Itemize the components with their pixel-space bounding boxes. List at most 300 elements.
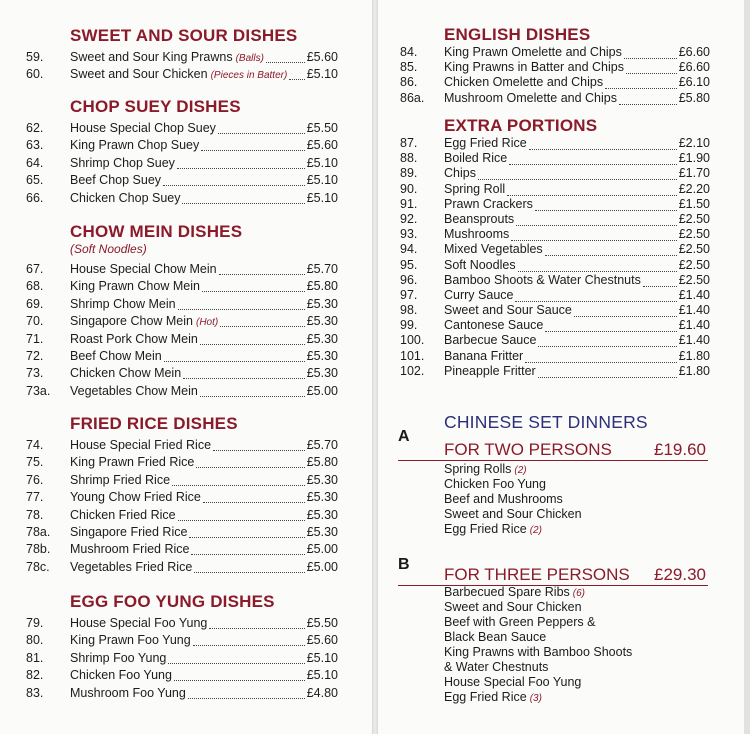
dot-leader xyxy=(200,331,305,345)
item-name-text: Young Chow Fried Rice xyxy=(70,490,201,505)
set-item-text: Beef with Green Peppers & xyxy=(444,615,596,629)
dot-leader xyxy=(545,318,676,332)
item-name-text: Chicken Omelette and Chips xyxy=(444,75,604,90)
item-name-text: Chicken Foo Yung xyxy=(70,668,172,683)
item-name-text: Beef Chow Mein xyxy=(70,348,162,363)
item-name-text: Mushroom Omelette and Chips xyxy=(444,90,617,105)
dot-leader xyxy=(535,197,677,211)
menu-item xyxy=(26,296,338,313)
item-name xyxy=(70,454,194,471)
set-item xyxy=(444,600,632,615)
item-name xyxy=(444,197,533,212)
dot-leader xyxy=(289,66,304,80)
item-name-text: Mixed Vegetables xyxy=(444,242,543,257)
section-fried-rice xyxy=(26,414,338,576)
dot-leader xyxy=(515,288,676,302)
item-price: £1.40 xyxy=(678,318,710,333)
item-price: £5.30 xyxy=(306,490,338,505)
set-item-text: Sweet and Sour Chicken xyxy=(444,600,582,614)
menu-item xyxy=(26,313,338,330)
set-item-text: King Prawns with Bamboo Shoots xyxy=(444,645,633,659)
item-name xyxy=(444,60,624,75)
item-name-text: Cantonese Sauce xyxy=(444,318,544,333)
item-name xyxy=(70,172,161,189)
item-name xyxy=(444,227,509,242)
item-number: 80. xyxy=(26,633,44,648)
item-name-text: Vegetables Chow Mein xyxy=(70,383,198,398)
dot-leader xyxy=(193,632,305,646)
menu-item xyxy=(400,45,710,60)
item-name-text: Pineapple Fritter xyxy=(444,363,536,378)
item-number: 99. xyxy=(400,318,418,333)
dot-leader xyxy=(529,136,677,150)
dot-leader xyxy=(220,313,304,327)
item-name xyxy=(444,258,516,273)
dot-leader xyxy=(511,227,676,241)
item-price: £5.10 xyxy=(306,668,338,683)
menu-item xyxy=(400,166,710,181)
item-number: 102. xyxy=(400,363,425,378)
menu-item xyxy=(400,91,710,106)
item-number: 78a. xyxy=(26,524,51,539)
item-number: 96. xyxy=(400,272,418,287)
item-price: £5.10 xyxy=(306,173,338,188)
item-name xyxy=(70,261,217,278)
item-number: 89. xyxy=(400,166,418,181)
item-price: £5.10 xyxy=(306,190,338,205)
item-name-text: Sweet and Sour King Prawns xyxy=(70,50,233,64)
dot-leader xyxy=(183,365,305,379)
item-name xyxy=(70,348,162,365)
item-number: 78. xyxy=(26,507,44,522)
set-item xyxy=(444,492,582,507)
item-name xyxy=(70,507,176,524)
item-price: £5.50 xyxy=(306,121,338,135)
item-name-text: Spring Roll xyxy=(444,181,506,196)
item-name-text: Banana Fritter xyxy=(444,348,524,363)
dot-leader xyxy=(507,182,677,196)
item-number: 77. xyxy=(26,490,44,505)
item-number: 81. xyxy=(26,650,44,665)
menu-item xyxy=(26,49,338,66)
menu-item xyxy=(26,667,338,684)
menu-item xyxy=(26,489,338,506)
item-number: 98. xyxy=(400,303,418,318)
item-name xyxy=(70,650,166,667)
item-price: £5.30 xyxy=(306,472,338,487)
item-name-text: Mushrooms xyxy=(444,227,510,242)
set-item xyxy=(444,645,632,660)
set-dinners-heading: CHINESE SET DINNERS xyxy=(444,412,648,432)
item-name-text: Sweet and Sour Chicken xyxy=(70,67,208,82)
item-name-text: Beef Chop Suey xyxy=(70,173,162,188)
item-name-text: Mushroom Foo Yung xyxy=(70,685,186,700)
item-number: 70. xyxy=(26,314,44,329)
item-name xyxy=(70,489,201,506)
item-name-text: Chicken Chop Suey xyxy=(70,190,181,205)
item-name-text: Shrimp Foo Yung xyxy=(70,650,167,665)
dot-leader xyxy=(643,273,677,287)
item-price: £2.50 xyxy=(678,211,710,226)
item-price: £5.60 xyxy=(306,138,338,153)
menu-item xyxy=(400,333,710,348)
set-item-text: Sweet and Sour Chicken xyxy=(444,507,582,521)
item-name xyxy=(70,437,211,454)
menu-item xyxy=(400,212,710,227)
item-name-text: Sweet and Sour Sauce xyxy=(444,303,572,318)
item-name-text: House Special Chop Suey xyxy=(70,121,216,135)
menu-item xyxy=(26,685,338,702)
set-price: £19.60 xyxy=(654,440,706,459)
item-note: (Balls) xyxy=(235,53,264,64)
item-price: £5.60 xyxy=(306,50,338,64)
menu-item xyxy=(400,75,710,90)
item-name xyxy=(70,331,198,348)
set-heading xyxy=(444,440,706,460)
set-item-text: Black Bean Sauce xyxy=(444,630,547,644)
menu-item xyxy=(400,197,710,212)
item-price: £5.80 xyxy=(306,279,338,294)
set-item-text: Barbecued Spare Ribs xyxy=(444,585,570,599)
item-price: £5.30 xyxy=(306,331,338,346)
set-item-text: Spring Rolls xyxy=(444,462,512,476)
item-number: 78c. xyxy=(26,559,50,574)
set-item-text: Chicken Foo Yung xyxy=(444,477,546,491)
item-name xyxy=(70,120,216,137)
set-divider xyxy=(398,460,708,461)
dot-leader xyxy=(172,472,305,486)
dot-leader xyxy=(509,151,676,165)
dot-leader xyxy=(605,75,677,89)
item-price: £6.10 xyxy=(678,75,710,90)
dot-leader xyxy=(202,278,305,292)
item-number: 94. xyxy=(400,242,418,257)
item-name xyxy=(70,278,200,295)
item-number: 84. xyxy=(400,45,418,59)
item-number: 68. xyxy=(26,279,44,294)
item-name xyxy=(444,45,622,60)
dot-leader xyxy=(196,454,304,468)
menu-item xyxy=(400,288,710,303)
item-name xyxy=(70,559,192,576)
set-item xyxy=(444,507,582,522)
menu-item xyxy=(26,650,338,667)
dot-leader xyxy=(168,650,304,664)
item-name xyxy=(70,524,187,541)
set-item-text: Egg Fried Rice xyxy=(444,690,527,704)
menu-item xyxy=(400,182,710,197)
item-number: 76. xyxy=(26,472,44,487)
item-number: 90. xyxy=(400,181,418,196)
item-name xyxy=(70,49,264,66)
dot-leader xyxy=(191,541,304,555)
dot-leader xyxy=(174,667,305,681)
item-price: £5.30 xyxy=(306,296,338,311)
menu-item xyxy=(400,227,710,242)
item-number: 64. xyxy=(26,155,44,170)
menu-item xyxy=(26,278,338,295)
menu-item xyxy=(26,507,338,524)
item-name xyxy=(444,288,513,303)
set-item xyxy=(444,660,632,675)
set-items xyxy=(444,585,632,705)
set-item-text: Beef and Mushrooms xyxy=(444,492,563,506)
item-number: 95. xyxy=(400,257,418,272)
item-name xyxy=(70,296,176,313)
item-number: 59. xyxy=(26,50,44,64)
item-name-text: King Prawn Chop Suey xyxy=(70,138,200,153)
dot-leader xyxy=(574,303,677,317)
dot-leader xyxy=(619,91,677,105)
set-item xyxy=(444,477,582,492)
item-number: 86. xyxy=(400,75,418,90)
item-number: 62. xyxy=(26,121,44,135)
menu-item xyxy=(26,454,338,471)
dot-leader xyxy=(626,60,677,74)
item-price: £5.70 xyxy=(306,262,338,276)
item-number: 71. xyxy=(26,331,44,346)
item-name-text: Roast Pork Chow Mein xyxy=(70,331,198,346)
menu-item xyxy=(26,120,338,137)
item-price: £1.40 xyxy=(678,287,710,302)
set-item-quantity: (3) xyxy=(529,693,542,704)
item-price: £2.50 xyxy=(678,272,710,287)
set-item-quantity: (6) xyxy=(572,588,586,599)
menu-item xyxy=(26,524,338,541)
set-letter: A xyxy=(398,428,410,445)
set-item-text: & Water Chestnuts xyxy=(444,660,549,674)
item-name xyxy=(70,190,180,207)
item-number: 74. xyxy=(26,438,44,452)
item-price: £2.50 xyxy=(678,227,710,242)
dot-leader xyxy=(219,261,305,275)
item-price: £5.30 xyxy=(306,348,338,363)
item-price: £1.80 xyxy=(678,363,710,378)
set-letter: B xyxy=(398,556,410,573)
dot-leader xyxy=(209,615,304,629)
item-number: 101. xyxy=(400,348,425,363)
dot-leader xyxy=(266,49,305,63)
item-number: 66. xyxy=(26,190,44,205)
item-number: 83. xyxy=(26,685,44,700)
item-name-text: King Prawn Omelette and Chips xyxy=(444,45,622,59)
item-name xyxy=(70,472,170,489)
menu-item xyxy=(26,472,338,489)
item-name xyxy=(444,273,641,288)
item-name-text: Shrimp Chop Suey xyxy=(70,155,175,170)
item-number: 91. xyxy=(400,196,418,211)
item-number: 72. xyxy=(26,348,44,363)
item-name xyxy=(444,303,572,318)
item-name xyxy=(70,615,207,632)
dot-leader xyxy=(516,212,677,226)
set-item xyxy=(444,615,632,630)
menu-item xyxy=(400,151,710,166)
dot-leader xyxy=(538,364,677,378)
item-note: (Hot) xyxy=(196,317,219,329)
item-name-text: Prawn Crackers xyxy=(444,196,533,211)
item-name-text: Soft Noodles xyxy=(444,257,516,272)
set-price: £29.30 xyxy=(654,565,706,584)
dot-leader xyxy=(203,489,305,503)
section-chop-suey xyxy=(26,97,338,207)
set-item xyxy=(444,630,632,645)
menu-item xyxy=(26,155,338,172)
menu-item xyxy=(26,541,338,558)
item-name xyxy=(70,541,189,558)
dot-leader xyxy=(545,242,677,256)
menu-item xyxy=(400,258,710,273)
dot-leader xyxy=(218,120,305,134)
dot-leader xyxy=(213,437,305,451)
item-price: £2.20 xyxy=(678,181,710,196)
set-item xyxy=(444,690,632,705)
item-name-text: King Prawn Chow Mein xyxy=(70,279,200,294)
item-name xyxy=(70,313,218,330)
section-heading: ENGLISH DISHES xyxy=(444,25,591,44)
dot-leader xyxy=(194,559,304,573)
item-name xyxy=(70,685,186,702)
item-name xyxy=(444,166,476,181)
item-price: £5.80 xyxy=(306,455,338,470)
item-name xyxy=(444,318,543,333)
item-name xyxy=(70,383,198,400)
set-item-text: House Special Foo Yung xyxy=(444,675,582,689)
menu-item xyxy=(26,632,338,649)
item-name-text: Chicken Chow Mein xyxy=(70,366,182,381)
section-heading: CHOP SUEY DISHES xyxy=(70,97,241,116)
dot-leader xyxy=(518,258,677,272)
set-heading xyxy=(444,565,706,585)
item-price: £5.10 xyxy=(306,67,338,82)
item-number: 88. xyxy=(400,151,418,166)
section-heading: CHOW MEIN DISHES xyxy=(70,222,243,241)
menu-item xyxy=(26,348,338,365)
dot-leader xyxy=(177,155,305,169)
set-item-quantity: (2) xyxy=(529,525,542,536)
item-price: £5.70 xyxy=(306,438,338,452)
item-name xyxy=(444,151,507,166)
item-number: 65. xyxy=(26,173,44,188)
item-name-text: House Special Foo Yung xyxy=(70,616,208,630)
item-name xyxy=(444,91,617,106)
menu-item xyxy=(26,383,338,400)
section-subheading: (Soft Noodles) xyxy=(70,242,147,256)
section-heading: SWEET AND SOUR DISHES xyxy=(70,26,298,45)
item-number: 75. xyxy=(26,455,44,470)
menu-item xyxy=(26,66,338,83)
item-price: £1.40 xyxy=(678,303,710,318)
item-name-text: Chips xyxy=(444,166,476,181)
item-name-text: Shrimp Fried Rice xyxy=(70,472,171,487)
item-price: £1.40 xyxy=(678,333,710,348)
menu-item xyxy=(400,303,710,318)
item-price: £5.80 xyxy=(678,90,710,105)
item-number: 92. xyxy=(400,211,418,226)
item-name xyxy=(444,242,543,257)
item-number: 78b. xyxy=(26,542,51,557)
item-number: 69. xyxy=(26,296,44,311)
menu-item xyxy=(400,318,710,333)
menu-item xyxy=(26,437,338,454)
dot-leader xyxy=(189,524,304,538)
menu-item xyxy=(26,190,338,207)
item-number: 60. xyxy=(26,67,44,82)
item-number: 100. xyxy=(400,333,425,348)
dot-leader xyxy=(200,383,305,397)
item-price: £1.80 xyxy=(678,348,710,363)
item-name xyxy=(70,155,175,172)
item-name xyxy=(70,667,172,684)
menu-item xyxy=(26,331,338,348)
dot-leader xyxy=(178,507,305,521)
item-name xyxy=(444,349,523,364)
item-name-text: House Special Chow Mein xyxy=(70,262,217,276)
menu-item xyxy=(26,365,338,382)
item-price: £5.30 xyxy=(306,507,338,522)
set-item-text: Egg Fried Rice xyxy=(444,522,527,536)
item-price: £5.10 xyxy=(306,650,338,665)
item-name xyxy=(70,365,181,382)
section-heading: EXTRA PORTIONS xyxy=(444,116,598,135)
dot-leader xyxy=(201,137,304,151)
item-name-text: Boiled Rice xyxy=(444,151,508,166)
item-price: £5.00 xyxy=(306,542,338,557)
section-sweet-and-sour xyxy=(26,26,338,84)
item-name-text: Shrimp Chow Mein xyxy=(70,296,176,311)
item-note: (Pieces in Batter) xyxy=(210,70,288,82)
item-name-text: Beansprouts xyxy=(444,211,515,226)
item-name-text: King Prawn Fried Rice xyxy=(70,455,195,470)
item-name xyxy=(70,632,191,649)
item-name-text: Singapore Fried Rice xyxy=(70,524,188,539)
item-number: 93. xyxy=(400,227,418,242)
item-price: £5.00 xyxy=(306,383,338,398)
item-number: 67. xyxy=(26,262,44,276)
item-number: 86a. xyxy=(400,90,425,105)
item-name-text: King Prawns in Batter and Chips xyxy=(444,60,624,75)
item-price: £1.50 xyxy=(678,196,710,211)
item-price: £6.60 xyxy=(678,60,710,75)
dot-leader xyxy=(163,172,305,186)
item-number: 82. xyxy=(26,668,44,683)
menu-item xyxy=(26,172,338,189)
menu-item xyxy=(400,242,710,257)
menu-item xyxy=(400,136,710,151)
item-price: £2.50 xyxy=(678,242,710,257)
item-number: 87. xyxy=(400,136,418,150)
dot-leader xyxy=(624,45,677,59)
set-title: FOR THREE PERSONS xyxy=(444,565,630,584)
set-item xyxy=(444,462,582,477)
item-name-text: Vegetables Fried Rice xyxy=(70,559,193,574)
item-name-text: King Prawn Foo Yung xyxy=(70,633,191,648)
set-item xyxy=(444,522,582,537)
dot-leader xyxy=(525,349,677,363)
dot-leader xyxy=(164,348,305,362)
item-number: 79. xyxy=(26,616,44,630)
menu-item xyxy=(26,261,338,278)
item-number: 73a. xyxy=(26,383,51,398)
set-items xyxy=(444,462,582,537)
item-price: £4.80 xyxy=(306,685,338,700)
item-name xyxy=(444,212,514,227)
item-name xyxy=(444,364,536,379)
menu-item xyxy=(400,273,710,288)
item-name xyxy=(70,66,287,83)
item-name xyxy=(70,137,199,154)
menu-item xyxy=(26,137,338,154)
